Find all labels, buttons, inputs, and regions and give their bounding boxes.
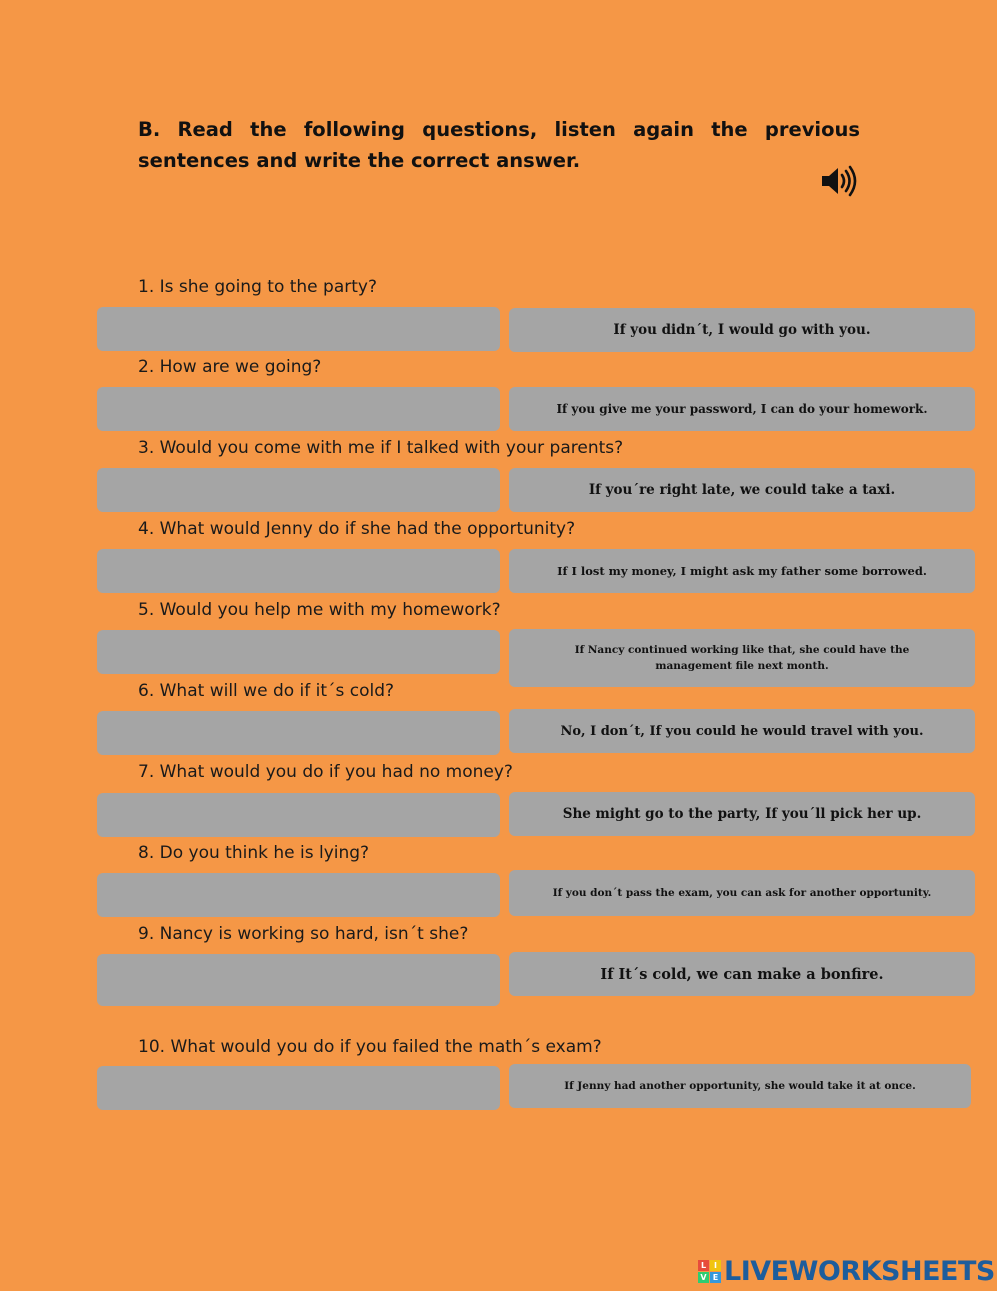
logo-mark	[698, 1260, 721, 1283]
question-2: 2. How are we going?	[138, 357, 322, 377]
answer-input-8[interactable]	[97, 873, 500, 917]
answer-input-9[interactable]	[97, 954, 500, 1006]
question-7: 7. What would you do if you had no money?	[138, 762, 513, 782]
speaker-icon[interactable]	[818, 164, 858, 198]
answer-option[interactable]: If you give me your password, I can do your homework.	[509, 387, 975, 431]
question-6: 6. What will we do if it´s cold?	[138, 681, 395, 701]
answer-input-7[interactable]	[97, 793, 500, 837]
answer-input-2[interactable]	[97, 387, 500, 431]
question-9: 9. Nancy is working so hard, isn´t she?	[138, 924, 469, 944]
logo-letter: V	[698, 1272, 709, 1283]
answer-option[interactable]: If you don´t pass the exam, you can ask for another opportunity.	[509, 870, 975, 916]
logo-letter: L	[698, 1260, 709, 1271]
question-1: 1. Is she going to the party?	[138, 277, 377, 297]
logo-letter: E	[710, 1272, 721, 1283]
question-10: 10. What would you do if you failed the math´s exam?	[138, 1037, 602, 1057]
answer-input-1[interactable]	[97, 307, 500, 351]
answer-option[interactable]: If you´re right late, we could take a taxi.	[509, 468, 975, 512]
answer-input-4[interactable]	[97, 549, 500, 593]
instructions: B. Read the following questions, listen again the previous sentences and write the correct answer.	[138, 118, 860, 172]
logo-letter: I	[710, 1260, 721, 1271]
answer-option[interactable]: If Nancy continued working like that, she could have the management file next month.	[509, 629, 975, 687]
answer-option[interactable]: No, I don´t, If you could he would travel with you.	[509, 709, 975, 753]
question-4: 4. What would Jenny do if she had the opportunity?	[138, 519, 576, 539]
answer-input-3[interactable]	[97, 468, 500, 512]
answer-input-6[interactable]	[97, 711, 500, 755]
answer-input-5[interactable]	[97, 630, 500, 674]
answer-option[interactable]: If I lost my money, I might ask my father some borrowed.	[509, 549, 975, 593]
question-8: 8. Do you think he is lying?	[138, 843, 370, 863]
question-3: 3. Would you come with me if I talked with your parents?	[138, 438, 624, 458]
answer-input-10[interactable]	[97, 1066, 500, 1110]
answer-option[interactable]: If Jenny had another opportunity, she would take it at once.	[509, 1064, 971, 1108]
answer-option[interactable]: If It´s cold, we can make a bonfire.	[509, 952, 975, 996]
answer-option[interactable]: She might go to the party, If you´ll pick her up.	[509, 792, 975, 836]
answer-option[interactable]: If you didn´t, I would go with you.	[509, 308, 975, 352]
question-5: 5. Would you help me with my homework?	[138, 600, 501, 620]
logo-text: LIVEWORKSHEETS	[724, 1255, 995, 1287]
liveworksheets-logo	[698, 1256, 995, 1286]
